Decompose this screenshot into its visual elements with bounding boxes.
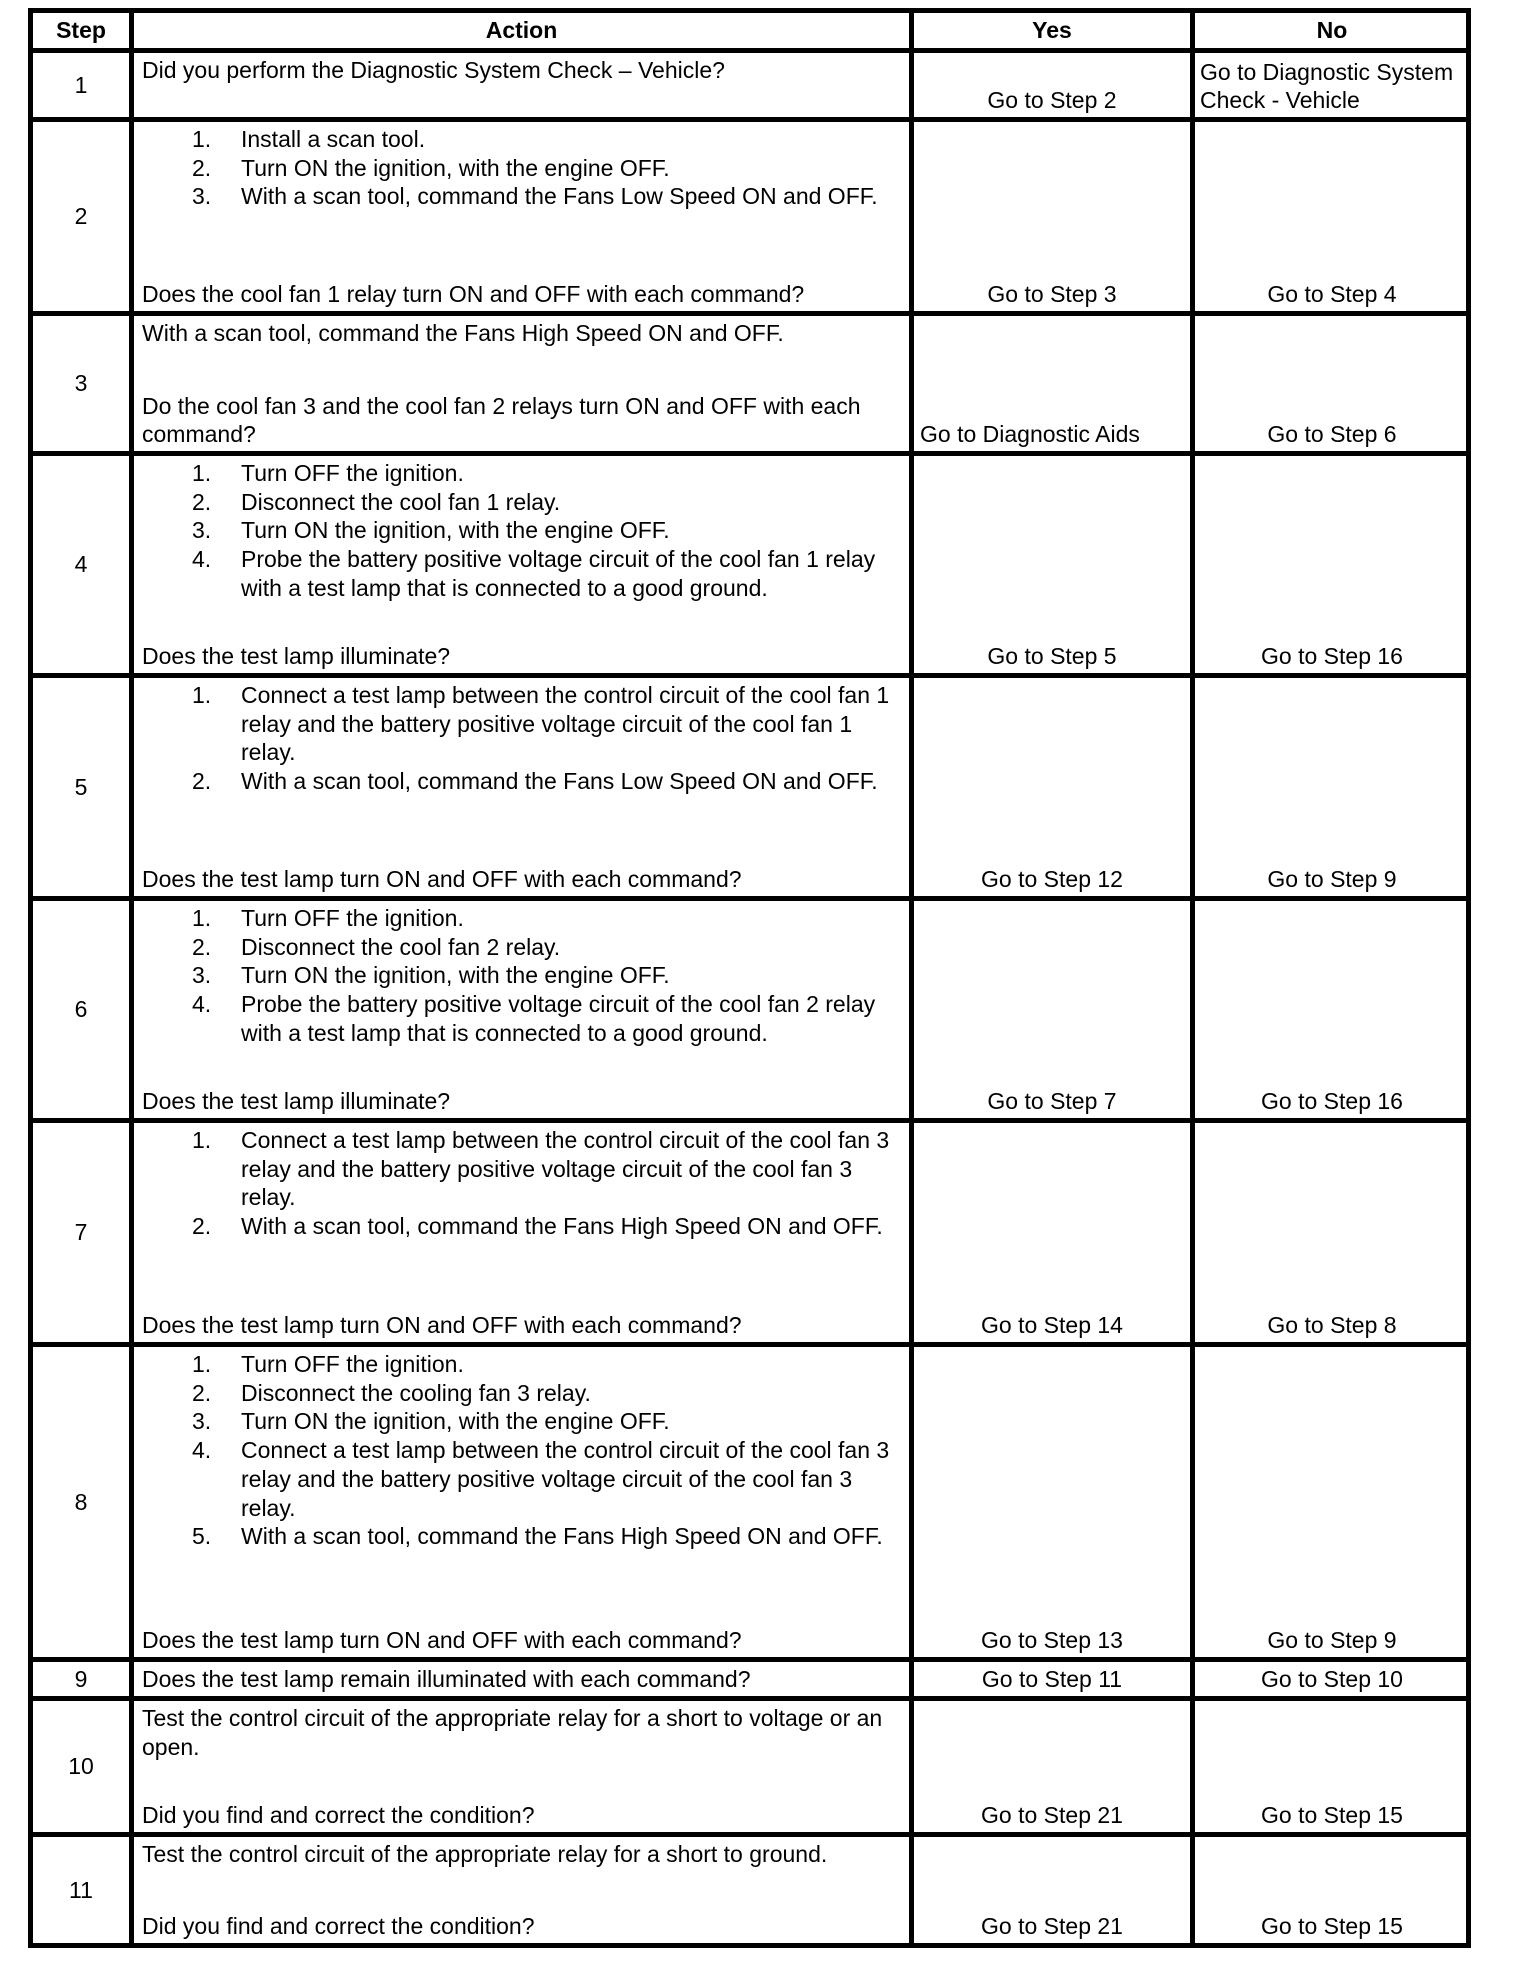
action-step-text: Turn ON the ignition, with the engine OFF. [241, 962, 670, 989]
action-step-text: With a scan tool, command the Fans Low Speed ON and OFF. [241, 768, 878, 795]
action-step-text: Connect a test lamp between the control circuit of the cool fan 1 relay and the battery positive voltage circuit of the cool fan 1 relay. [241, 682, 890, 766]
action-cell [134, 901, 909, 1118]
action-step-number: 1. [192, 460, 212, 486]
action-step-item [142, 681, 903, 767]
action-step-item [142, 516, 903, 545]
action-step-number: 2. [192, 768, 212, 795]
action-step-number: 1. [192, 126, 212, 152]
action-step-item [142, 1212, 903, 1241]
action-question: Did you find and correct the condition? [142, 1802, 535, 1829]
yes-outcome-link[interactable]: Go to Diagnostic Aids [920, 421, 1140, 448]
action-question: Does the test lamp illuminate? [142, 1088, 451, 1115]
yes-outcome-link[interactable]: Go to Step 21 [981, 1913, 1123, 1940]
step-number: 6 [74, 996, 88, 1023]
step-number: 11 [69, 1876, 93, 1903]
action-step-number: 1. [192, 1127, 212, 1153]
no-outcome-link[interactable]: Go to Step 6 [1267, 421, 1397, 448]
step-number: 9 [74, 1665, 88, 1692]
action-step-number: 4. [192, 1437, 212, 1464]
action-instruction: Test the control circuit of the appropriate relay for a short to ground. [142, 1841, 828, 1867]
action-step-number: 1. [192, 905, 212, 931]
yes-outcome-link[interactable]: Go to Step 3 [987, 281, 1117, 308]
action-step-number: 4. [192, 991, 212, 1018]
yes-outcome-link[interactable]: Go to Step 2 [987, 87, 1117, 114]
action-step-text: Turn OFF the ignition. [241, 460, 464, 486]
action-question: Does the test lamp remain illuminated with each command? [142, 1666, 751, 1693]
action-cell [134, 1662, 909, 1696]
action-cell [134, 1123, 909, 1342]
no-outcome-link[interactable]: Go to Step 9 [1267, 866, 1397, 893]
yes-outcome-link[interactable]: Go to Step 5 [987, 643, 1117, 670]
action-steps-list [142, 1126, 903, 1241]
action-cell [134, 678, 909, 896]
action-step-text: Probe the battery positive voltage circuit of the cool fan 1 relay with a test lamp that is connected to a good ground. [241, 546, 876, 601]
action-step-text: Turn ON the ignition, with the engine OFF. [241, 154, 670, 181]
action-question: Does the test lamp turn ON and OFF with each command? [142, 866, 742, 893]
action-step-number: 3. [192, 1408, 212, 1435]
action-step-item [142, 1126, 903, 1212]
yes-outcome-link[interactable]: Go to Step 11 [981, 1666, 1123, 1693]
action-step-item [142, 488, 903, 517]
action-instruction: Test the control circuit of the appropriate relay for a short to voltage or an open. [142, 1705, 883, 1760]
no-outcome-link[interactable]: Go to Step 16 [1261, 1088, 1403, 1115]
no-outcome-link[interactable]: Go to Step 15 [1261, 1913, 1403, 1940]
action-cell [134, 456, 909, 673]
action-step-text: Disconnect the cool fan 1 relay. [241, 488, 561, 515]
action-step-item [142, 545, 903, 602]
action-question: Does the test lamp turn ON and OFF with each command? [142, 1627, 742, 1654]
action-question: Does the cool fan 1 relay turn ON and OFF with each command? [142, 281, 805, 308]
action-step-item [142, 1407, 903, 1436]
action-step-number: 2. [192, 1213, 212, 1240]
action-step-number: 2. [192, 933, 212, 960]
action-cell [134, 1347, 909, 1657]
action-cell [134, 1837, 909, 1943]
action-instruction: With a scan tool, command the Fans High Speed ON and OFF. [142, 320, 784, 346]
action-question: Does the test lamp illuminate? [142, 643, 451, 670]
yes-outcome-link[interactable]: Go to Step 13 [981, 1627, 1123, 1654]
action-step-number: 2. [192, 1379, 212, 1406]
action-question: Did you perform the Diagnostic System Check – Vehicle? [142, 57, 725, 83]
action-step-item [142, 961, 903, 990]
action-step-text: Disconnect the cooling fan 3 relay. [241, 1379, 591, 1406]
header-no: No [1316, 17, 1348, 44]
no-outcome-link[interactable]: Go to Diagnostic System Check - Vehicle [1200, 58, 1454, 114]
action-cell [134, 122, 909, 311]
action-step-number: 2. [192, 488, 212, 515]
action-question: Does the test lamp turn ON and OFF with each command? [142, 1312, 742, 1339]
action-step-text: Turn ON the ignition, with the engine OFF. [241, 1408, 670, 1435]
no-outcome-link[interactable]: Go to Step 8 [1267, 1312, 1397, 1339]
action-step-text: Install a scan tool. [241, 126, 426, 152]
step-number: 8 [74, 1488, 88, 1515]
step-number: 2 [74, 203, 88, 230]
step-number: 7 [74, 1219, 88, 1246]
action-steps-list [142, 681, 903, 796]
action-step-text: Turn OFF the ignition. [241, 905, 464, 931]
action-step-text: Connect a test lamp between the control circuit of the cool fan 3 relay and the battery positive voltage circuit of the cool fan 3 relay. [241, 1437, 890, 1521]
action-question: Do the cool fan 3 and the cool fan 2 relays turn ON and OFF with each command? [142, 392, 861, 448]
action-steps-list [142, 125, 903, 211]
action-steps-list [142, 459, 903, 603]
action-step-item [142, 1436, 903, 1522]
action-step-text: With a scan tool, command the Fans Low Speed ON and OFF. [241, 183, 878, 210]
action-step-text: With a scan tool, command the Fans High Speed ON and OFF. [241, 1213, 883, 1240]
action-cell [134, 53, 909, 117]
yes-outcome-link[interactable]: Go to Step 7 [987, 1088, 1117, 1115]
step-number: 1 [74, 71, 88, 98]
action-step-number: 1. [192, 1351, 212, 1377]
action-steps-list [142, 1350, 903, 1551]
action-step-number: 3. [192, 517, 212, 544]
action-cell [134, 1701, 909, 1832]
action-step-item [142, 154, 903, 183]
header-yes: Yes [1032, 17, 1072, 44]
action-step-item [142, 125, 903, 154]
action-step-item [142, 933, 903, 962]
no-outcome-link[interactable]: Go to Step 10 [1261, 1666, 1403, 1693]
step-number: 10 [68, 1753, 94, 1780]
step-number: 5 [74, 773, 88, 800]
header-action: Action [485, 17, 558, 44]
step-number: 3 [74, 370, 88, 397]
action-step-text: Turn ON the ignition, with the engine OFF. [241, 517, 670, 544]
action-step-item [142, 1522, 903, 1551]
no-outcome-link[interactable]: Go to Step 9 [1267, 1627, 1397, 1654]
action-step-item [142, 767, 903, 796]
header-step: Step [56, 17, 106, 44]
action-step-number: 2. [192, 154, 212, 181]
action-cell [134, 316, 909, 451]
action-step-number: 5. [192, 1523, 212, 1550]
action-question: Did you find and correct the condition? [142, 1913, 535, 1940]
action-step-number: 3. [192, 962, 212, 989]
action-step-item [142, 459, 903, 488]
step-number: 4 [74, 551, 88, 578]
action-step-number: 4. [192, 546, 212, 573]
action-step-number: 3. [192, 183, 212, 210]
yes-outcome-link[interactable]: Go to Step 21 [981, 1802, 1123, 1829]
action-step-number: 1. [192, 682, 212, 708]
yes-outcome-link[interactable]: Go to Step 14 [981, 1312, 1123, 1339]
action-steps-list [142, 904, 903, 1048]
action-step-item [142, 182, 903, 211]
action-step-item [142, 1379, 903, 1408]
action-step-text: Connect a test lamp between the control circuit of the cool fan 3 relay and the battery positive voltage circuit of the cool fan 3 relay. [241, 1127, 890, 1211]
yes-outcome-link[interactable]: Go to Step 12 [981, 866, 1123, 893]
action-step-text: Turn OFF the ignition. [241, 1351, 464, 1377]
action-step-item [142, 904, 903, 933]
action-step-text: Disconnect the cool fan 2 relay. [241, 933, 561, 960]
no-outcome-link[interactable]: Go to Step 4 [1267, 281, 1397, 308]
no-outcome-link[interactable]: Go to Step 16 [1261, 643, 1403, 670]
action-step-text: With a scan tool, command the Fans High Speed ON and OFF. [241, 1523, 883, 1550]
action-step-item [142, 990, 903, 1047]
action-step-text: Probe the battery positive voltage circuit of the cool fan 2 relay with a test lamp that is connected to a good ground. [241, 991, 876, 1046]
action-step-item [142, 1350, 903, 1379]
no-outcome-link[interactable]: Go to Step 15 [1261, 1802, 1403, 1829]
